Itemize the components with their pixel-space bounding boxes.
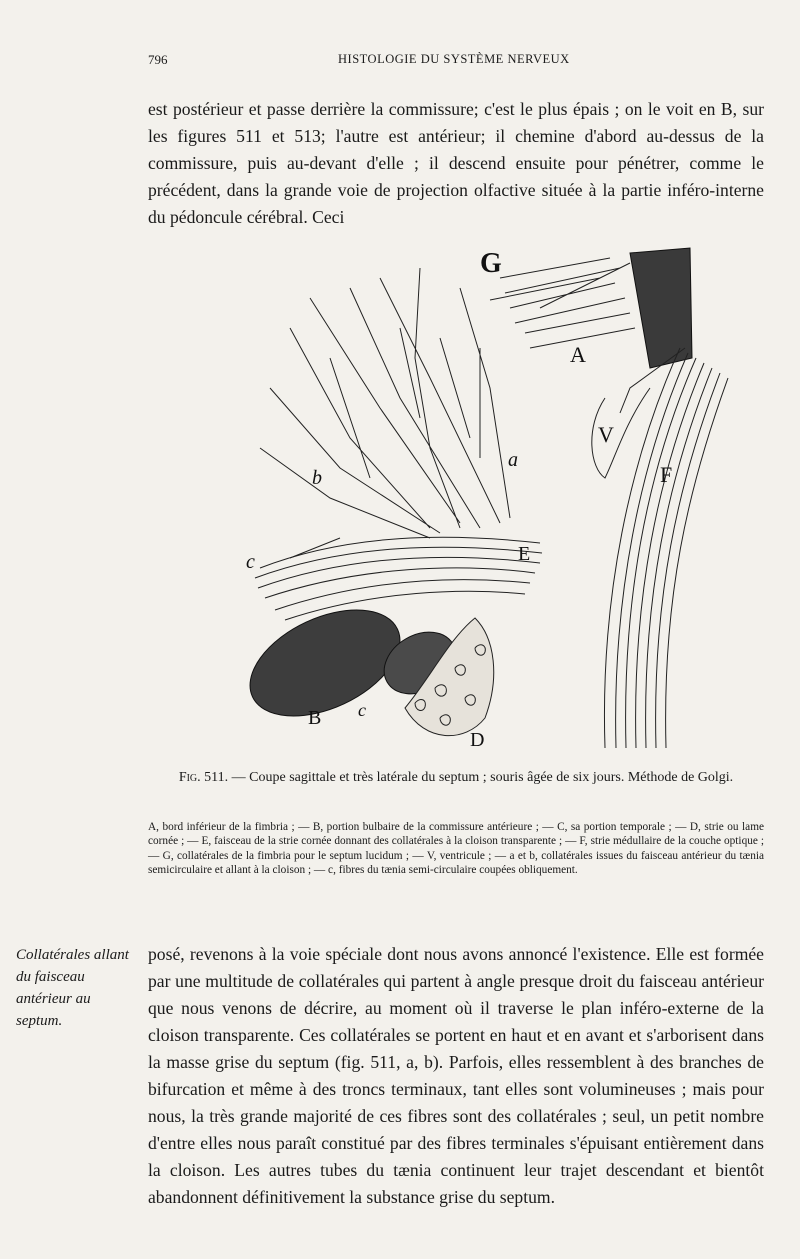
label-V: V [598,422,614,447]
figure-511 [230,238,770,756]
figure-legend: A, bord inférieur de la fimbria ; — B, portion bulbaire de la commissure antérieure ; — C, sa portion temporale ; — D, strie ou lame cornée ; — E, faisceau de la strie cornée donnant des collatérales à la cloison transparente ; — F, strie médullaire de la couche optique ; — G, collatérales de la fimbria pour le septum lucidum ; — V, ventricule ; — a et b, collatérales issues du faisceau antérieur du tænia semicirculaire et allant à la cloison ; — c, fibres du tænia semi-circulaire coupées obliquement. [148,821,764,877]
label-F: F [660,462,673,487]
label-b: b [312,467,322,489]
label-D: D [470,729,485,751]
running-title: HISTOLOGIE DU SYSTÈME NERVEUX [338,52,570,66]
figure-caption [148,768,764,787]
label-c-lower: c [358,700,366,720]
label-c: c [246,551,255,573]
paragraph-bottom: posé, revenons à la voie spéciale dont nous avons annoncé l'existence. Elle est formée par une multitude de collatérales qui partent à angle presque droit du faisceau antérieur que nous venons de décrire, au moment où il traverse le plan inféro-externe de la cloison transparente. Ces collatérales se portent en haut et en avant et s'arborisent dans la masse grise du septum (fig. 511, a, b). Parfois, elles ressemblent à des branches de bifurcation et même à des troncs terminaux, tant elles sont volumineuses ; mais pour nous, la très grande majorité de ces fibres sont des collatérales ; seul, un petit nombre d'entre elles nous paraît constitué par des fibres terminales s'épuisant entièrement dans la cloison. Les autres tubes du tænia continuent leur trajet descendant et bientôt abandonnent définitivement la substance grise du septum. [148,944,764,1207]
label-a: a [508,449,518,471]
label-B: B [308,707,322,729]
margin-note: Collatérales allant du faisceau antérieur au septum. [16,947,129,1029]
histology-illustration [230,238,770,756]
figure-caption-text: — Coupe sagittale et très latérale du septum ; souris âgée de six jours. Méthode de Golgi. [231,770,734,785]
label-E: E [518,543,531,565]
paragraph-top: est postérieur et passe derrière la commissure; c'est le plus épais ; on le voit en B, sur les figures 511 et 513; l'autre est antérieur; il chemine d'abord au-dessus de la commissure, puis au-devant d'elle ; il descend ensuite pour pénétrer, comme le précédent, dans la grande voie de projection olfactive située à la partie inféro-interne du pédoncule cérébral. Ceci [148,99,764,227]
figure-caption-label: Fig. 511. [178,770,229,785]
page-number: 796 [148,52,168,67]
label-A: A [570,342,586,367]
label-G: G [480,248,502,279]
